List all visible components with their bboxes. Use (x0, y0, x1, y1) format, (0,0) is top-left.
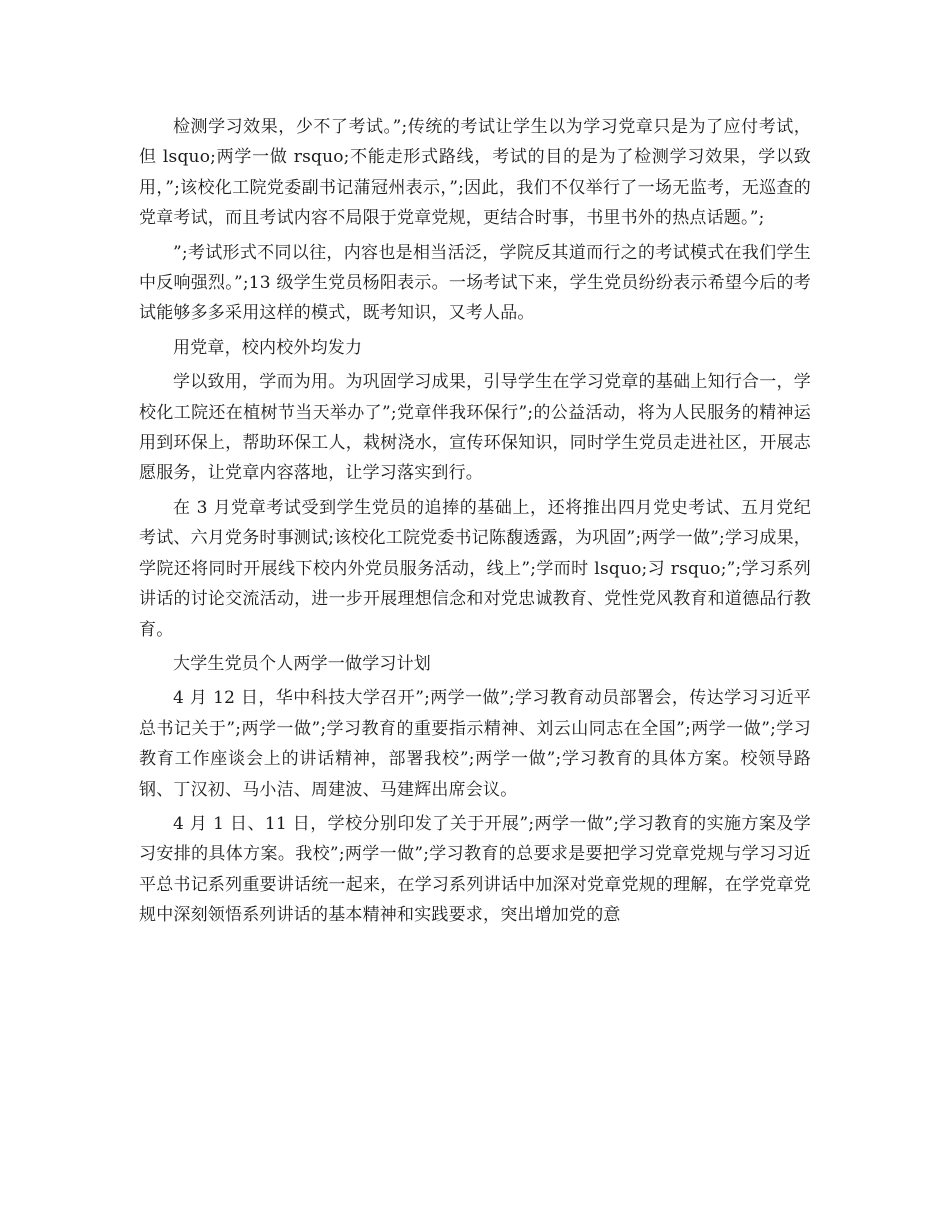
paragraph-apply-learning: 学以致用，学而为用。为巩固学习成果，引导学生在学习党章的基础上知行合一，学校化工院还在植树节当天举办了”;党章伴我环保行”;的公益活动，将为人民服务的精神运用到环保上，帮助环保工人，栽树浇水，宣传环保知识，同时学生党员走进社区，开展志愿服务，让党章内容落地，让学习落实到行。 (139, 372, 811, 484)
document-body (139, 112, 811, 935)
section-heading-study-plan: 大学生党员个人两学一做学习计划 (173, 653, 431, 674)
paragraph-march-exam: 在 3 月党章考试受到学生党员的追捧的基础上，还将推出四月党史考试、五月党纪考试、六月党务时事测试;该校化工院党委书记陈馥透露，为巩固”;两学一做”;学习成果，学院还将同时开展线下校内外党员服务活动，线上”;学而时 lsquo;习 rsquo;”;学习系列讲话的讨论交流活动，进一步开展理想信念和对党忠诚教育、党性党风教育和道德品行教育。 (139, 497, 811, 640)
section-heading-use-charter: 用党章，校内校外均发力 (173, 337, 363, 358)
paragraph-april-12: 4 月 12 日，华中科技大学召开”;两学一做”;学习教育动员部署会，传达学习习近平总书记关于”;两学一做”;学习教育的重要指示精神、刘云山同志在全国”;两学一做”;学习教育工作座谈会上的讲话精神，部署我校”;两学一做”;学习教育的具体方案。校领导路钢、丁汉初、马小洁、周建波、马建辉出席会议。 (139, 688, 811, 800)
paragraph-exam-effect: 检测学习效果，少不了考试。”;传统的考试让学生以为学习党章只是为了应付考试，但 lsquo;两学一做 rsquo;不能走形式路线，考试的目的是为了检测学习效果，学以致用，”;该校化工院党委副书记蒲冠州表示，”;因此，我们不仅举行了一场无监考，无巡查的党章考试，而且考试内容不局限于党章党规，更结合时事，书里书外的热点话题。”; (139, 117, 811, 229)
paragraph-exam-form: ”;考试形式不同以往，内容也是相当活泛，学院反其道而行之的考试模式在我们学生中反响强烈。”;13 级学生党员杨阳表示。一场考试下来，学生党员纷纷表示希望今后的考试能够多多采用这样的模式，既考知识，又考人品。 (139, 242, 811, 324)
paragraph-april-1-11: 4 月 1 日、11 日，学校分别印发了关于开展”;两学一做”;学习教育的实施方案及学习安排的具体方案。我校”;两学一做”;学习教育的总要求是要把学习党章党规与学习习近平总书记系列重要讲话统一起来，在学习系列讲话中加深对党章党规的理解，在学党章党规中深刻领悟系列讲话的基本精神和实践要求，突出增加党的意 (139, 813, 811, 926)
